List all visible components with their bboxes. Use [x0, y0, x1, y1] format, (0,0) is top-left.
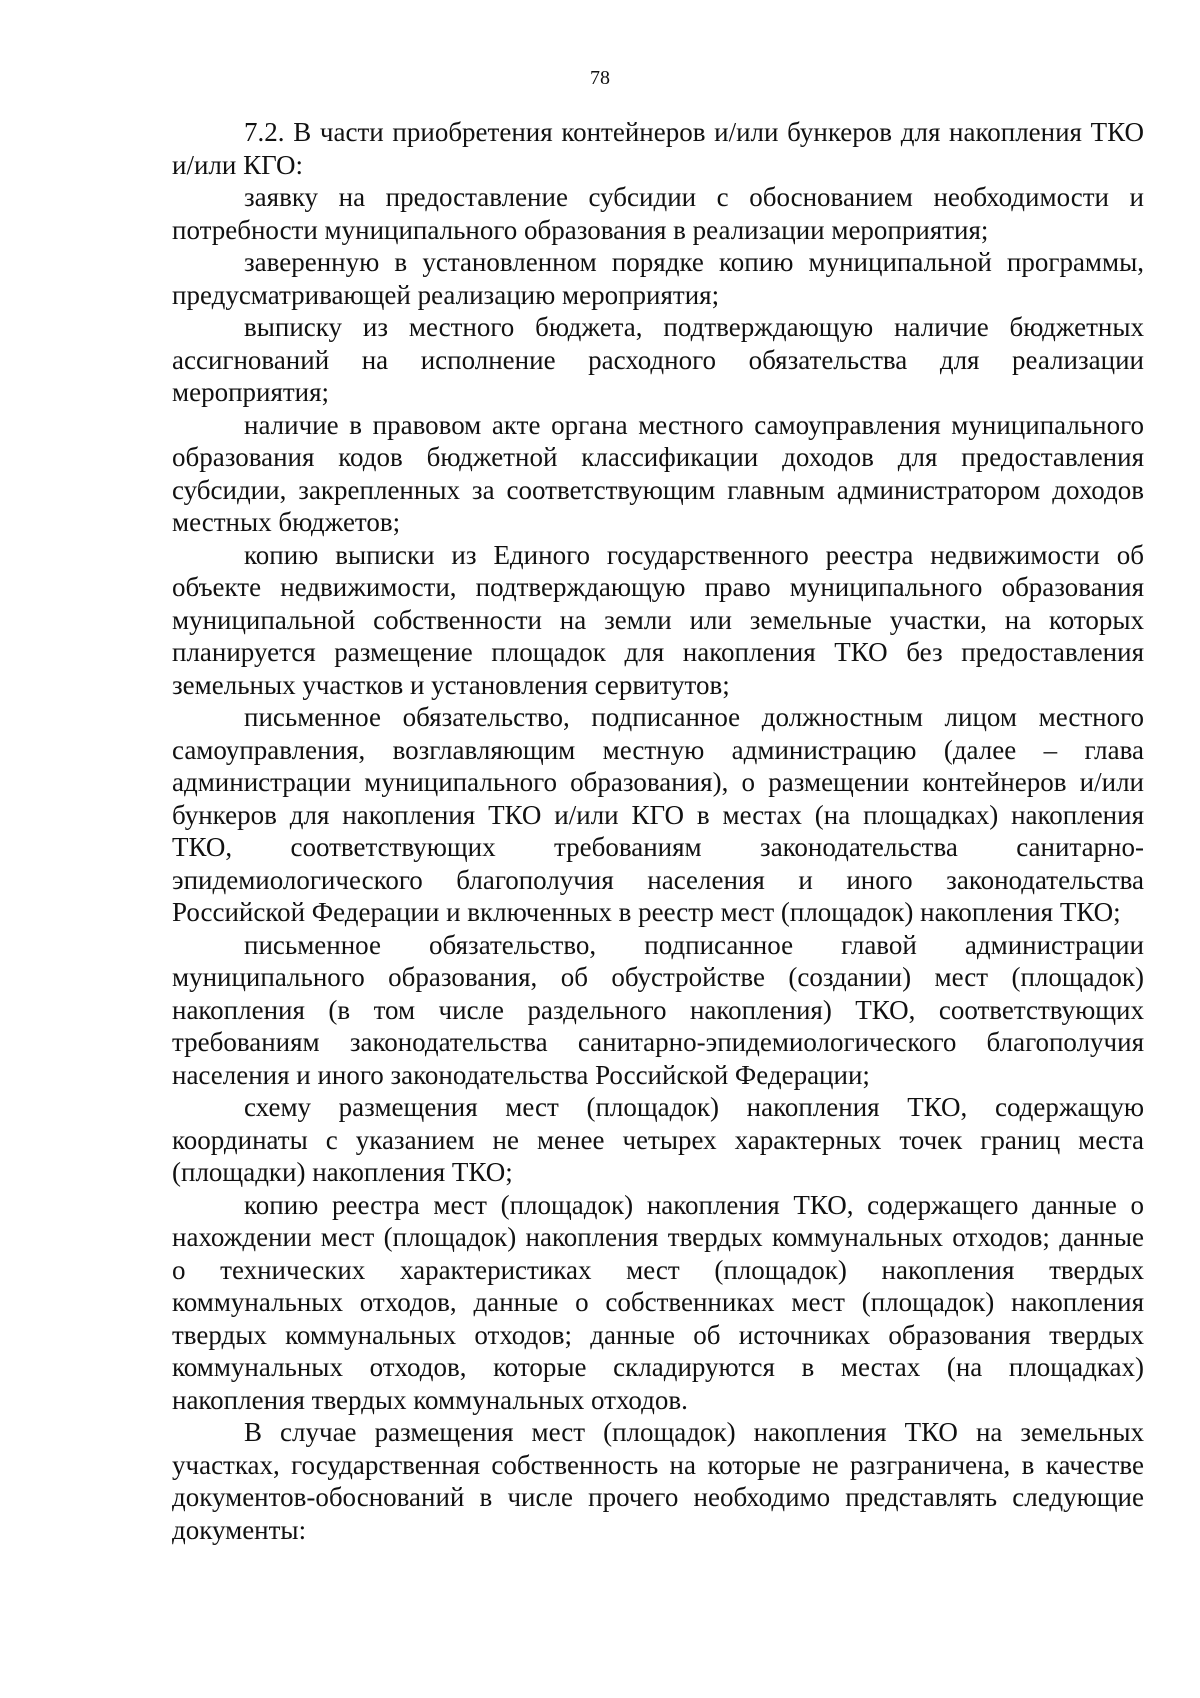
page-number: 78: [590, 67, 610, 89]
paragraph-budget-codes: наличие в правовом акте органа местного самоуправления муниципального образования кодов бюджетной классификации доходов для предоставления субсидии, закрепленных за соответствующим главным администратором доходов местных бюджетов;: [172, 409, 1144, 537]
paragraph-written-obligation-head: письменное обязательство, подписанное главой администрации муниципального образования, об обустройстве (создании) мест (площадок) накопления (в том числе раздельного накопления) ТКО, соответствующих требованиям законодательства санитарно-эпидемиологического благополучия населения и иного законодательства Российской Федерации;: [172, 929, 1144, 1090]
paragraph-subsidy-application: заявку на предоставление субсидии с обоснованием необходимости и потребности муниципального образования в реализации мероприятия;: [172, 182, 1144, 245]
paragraph-municipal-program-copy: заверенную в установленном порядке копию муниципальной программы, предусматривающей реализацию мероприятия;: [172, 247, 1144, 310]
paragraph-undelimited-land: В случае размещения мест (площадок) накопления ТКО на земельных участках, государственная собственность на которые не разграничена, в качестве документов-обоснований в числе прочего необходимо представлять следующие документы:: [172, 1417, 1144, 1545]
document-body: [172, 116, 1144, 1546]
paragraph-written-obligation-official: письменное обязательство, подписанное должностным лицом местного самоуправления, возглавляющим местную администрацию (далее – глава администрации муниципального образования), о размещении контейнеров и/или бункеров для накопления ТКО и/или КГО в местах (на площадках) накопления ТКО, соответствующих требованиям законодательства санитарно-эпидемиологического благополучия населения и иного законодательства Российской Федерации и включенных в реестр мест (площадок) накопления ТКО;: [172, 702, 1144, 927]
paragraph-real-estate-extract: копию выписки из Единого государственного реестра недвижимости об объекте недвижимости, подтверждающую право муниципального образования муниципальной собственности на земли или земельные участки, на которых планируется размещение площадок для накопления ТКО без предоставления земельных участков и установления сервитутов;: [172, 539, 1144, 700]
paragraph-section-heading: 7.2. В части приобретения контейнеров и/или бункеров для накопления ТКО и/или КГО:: [172, 117, 1144, 180]
paragraph-site-scheme: схему размещения мест (площадок) накопления ТКО, содержащую координаты с указанием не менее четырех характерных точек границ места (площадки) накопления ТКО;: [172, 1092, 1144, 1187]
paragraph-registry-copy: копию реестра мест (площадок) накопления ТКО, содержащего данные о нахождении мест (площадок) накопления твердых коммунальных отходов; данные о технических характеристиках мест (площадок) накопления твердых коммунальных отходов, данные о собственниках мест (площадок) накопления твердых коммунальных отходов; данные об источниках образования твердых коммунальных отходов, которые складируются в местах (на площадках) накопления твердых коммунальных отходов.: [172, 1189, 1144, 1415]
paragraph-budget-extract: выписку из местного бюджета, подтверждающую наличие бюджетных ассигнований на исполнение расходного обязательства для реализации мероприятия;: [172, 312, 1144, 407]
